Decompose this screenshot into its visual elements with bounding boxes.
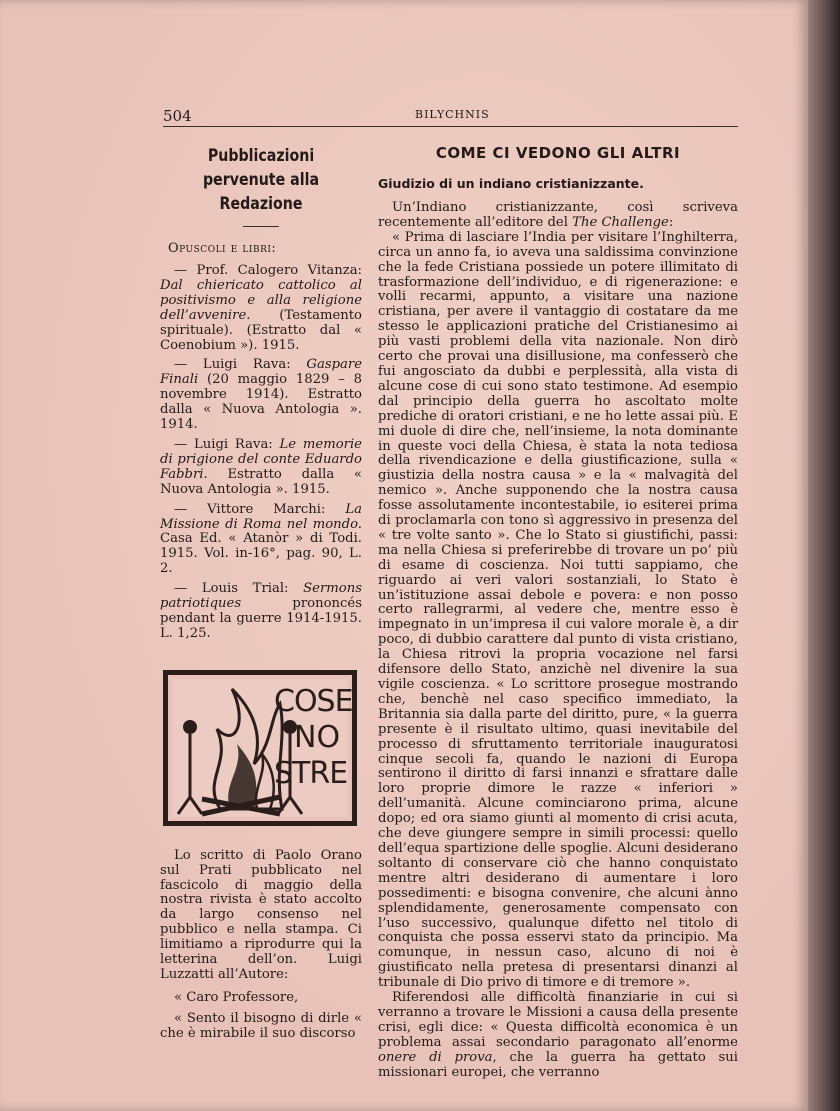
entry-author: — Vittore Marchi: bbox=[174, 501, 346, 517]
entry-details: (20 maggio 1829 – 8 novembre 1914). Estratto dalla « Nuova Antologia ». 1914. bbox=[160, 372, 362, 433]
publication-entry bbox=[160, 264, 362, 353]
journal-name: The Challenge bbox=[572, 214, 669, 230]
logo-word-1: COSE bbox=[274, 683, 353, 719]
entry-title: Gaspare Finali bbox=[160, 357, 362, 388]
book-gutter bbox=[808, 0, 840, 1111]
right-column bbox=[378, 144, 738, 1080]
logo-word-3: STRE bbox=[274, 755, 348, 791]
missions-text-end: , che la guerra ha gettato sui missionari europei, che verranno bbox=[378, 1049, 738, 1080]
entry-details: (Testamento spirituale). (Estratto dal « Coenobium »). 1915. bbox=[160, 307, 362, 353]
intro-colon: : bbox=[668, 214, 674, 230]
intro-paragraph bbox=[378, 201, 738, 231]
left-column bbox=[160, 144, 362, 1042]
onere-di-prova: onere di prova bbox=[378, 1049, 493, 1065]
publication-entry bbox=[160, 503, 362, 578]
publication-entry bbox=[160, 438, 362, 498]
publications-title-line1: Pubblicazioni bbox=[207, 146, 315, 165]
page-number: 504 bbox=[163, 107, 192, 125]
publications-title-line2: pervenute alla Redazione bbox=[202, 170, 320, 213]
article-subtitle: Giudizio di un indiano cristianizzante. bbox=[378, 176, 644, 191]
entry-title: Le memorie di prigione del conte Eduardo Fabbri. bbox=[160, 436, 362, 482]
entry-author: — Luigi Rava: bbox=[174, 436, 280, 452]
letter-opening: « Sento il bisogno di dirle « che è mirabile il suo discorso bbox=[160, 1010, 362, 1041]
running-title: BILYCHNIS bbox=[415, 108, 490, 121]
entry-title: La Missione di Roma nel mondo. bbox=[160, 501, 362, 532]
entry-details: Estratto dalla « Nuova Antologia ». 1915. bbox=[160, 466, 362, 497]
orano-paragraph: Lo scritto di Paolo Orano sul Prati pubblicato nel fascicolo di maggio della nostra rivista è stato accolto da largo consenso nel pubblico e nella stampa. Ci limitiamo a riprodurre qui la letterina dell’on. Luigi Luzzatti all’Autore: bbox=[160, 847, 362, 982]
cose-nostre-logo bbox=[162, 669, 358, 827]
missions-text: Riferendosi alle difficoltà finanziarie in cui si verranno a trovare le Missioni a causa della presente crisi, egli dice: « Questa difficoltà economica è un problema assai secondario paragonato all’enorme bbox=[378, 990, 738, 1050]
quote-paragraph: « Prima di lasciare l’India per visitare l’Inghilterra, circa un anno fa, io aveva una saldissima convinzione che la fede Cristiana possiede un potere illimitato di trasformazione dell’individuo, e di rigenerazione: e volli recarmi, appunto, a visitare una nazione cristiana, per avere il vantaggio di costatare da me stesso le applicazioni pratiche del Cristianesimo ai più vasti problemi della vita nazionale. Non dirò certo che provai una disillusione, ma confesserò che fui angosciato da dubbi e perplessità, alla vista di alcune cose di cui sono stato testimone. Ad esempio dal principio della guerra ho ascoltato molte prediche di oratori cristiani, e ne ho lette assai più. E mi duole di dire che, nell’insieme, la nota dominante in queste voci della Chiesa, è stata la nota tediosa della rivendicazione e della giustificazione, sulla « giustizia della nostra causa » e la « malvagità del nemico ». Anche supponendo che la nostra causa fosse assolutamente incontestabile, io esiterei prima di proclamarla con tono sì aggressivo in presenza del « tre volte santo ». Che lo Stato si giustifichi, passi: ma nella Chiesa si preferirebbe di trovare un po’ più di esame di coscienza. Noi tutti sappiamo, che riguardo ai veri valori sostanziali, lo Stato è un’istituzione assai debole e povera: e non posso certo rallegrarmi, al vedere che, mentre esso è impegnato in un’impresa il cui valore morale è, a dir poco, di dubbio carattere dal punto di vista cristiano, la Chiesa ritrovi la propria vocazione nel farsi difensore dello Stato, anzichè nel divenire la sua vigile coscienza. « Lo scrittore prosegue mostrando che, benchè nel caso specifico immediato, la Britannia sia dalla parte del diritto, pure, « la guerra presente è il risultato ultimo, quasi inevitabile del processo di sfruttamento territoriale inauguratosi cinque secoli fa, quando le nazioni di Europa sentirono il diritto di farsi innanzi e sfrattare dalle loro proprie dimore le razze « inferiori » dell’umanità. Alcune cominciarono prima, alcune dopo; ed ora siamo giunti al momento di crisi acuta, che deve giungere sempre in simili processi: quello dell’equa spartizione delle spoglie. Alcuni desiderano soltanto di conservare ciò che hanno conquistato mentre altri desiderano di aumentare i loro possedimenti: e bisogna convenire, che alcuni ànno splendidamente, generosamente compensato con l’uso successivo, qualunque difetto nel titolo di conquista che possa esservi stato da principio. Ma comunque, in nessun caso, alcuno di noi è giustificato nella pretesa di presentarsi dinanzi al tribunale di Dio privo di timore e di tremore ». bbox=[378, 229, 738, 991]
entry-details: Casa Ed. « Atanòr » di Todi. 1915. Vol. in-16°, pag. 90, L. 2. bbox=[160, 531, 362, 577]
entry-author: — Louis Trial: bbox=[174, 581, 304, 597]
letter-salutation: « Caro Professore, bbox=[174, 989, 299, 1005]
missions-paragraph bbox=[378, 991, 738, 1080]
publication-entry bbox=[160, 582, 362, 642]
entry-author: — Prof. Calogero Vitanza: bbox=[174, 263, 362, 278]
short-divider bbox=[243, 226, 279, 227]
entry-title: Sermons patriotiques bbox=[160, 581, 362, 612]
entry-author: — Luigi Rava: bbox=[174, 357, 307, 373]
logo-word-2: NO bbox=[294, 719, 341, 755]
entry-details: prononcés pendant la guerre 1914-1915. L. 1,25. bbox=[160, 596, 362, 641]
article-title: COME CI VEDONO GLI ALTRI bbox=[435, 144, 681, 162]
intro-text: Un’Indiano cristianizzante, così scriveva recentemente all’editore del bbox=[378, 200, 738, 230]
publications-subhead: Opuscoli e libri: bbox=[168, 241, 277, 256]
header-rule bbox=[163, 126, 738, 127]
entry-title: Dal chiericato cattolico al positivismo e alla religione dell’avvenire. bbox=[160, 277, 362, 323]
publication-entry bbox=[160, 358, 362, 433]
